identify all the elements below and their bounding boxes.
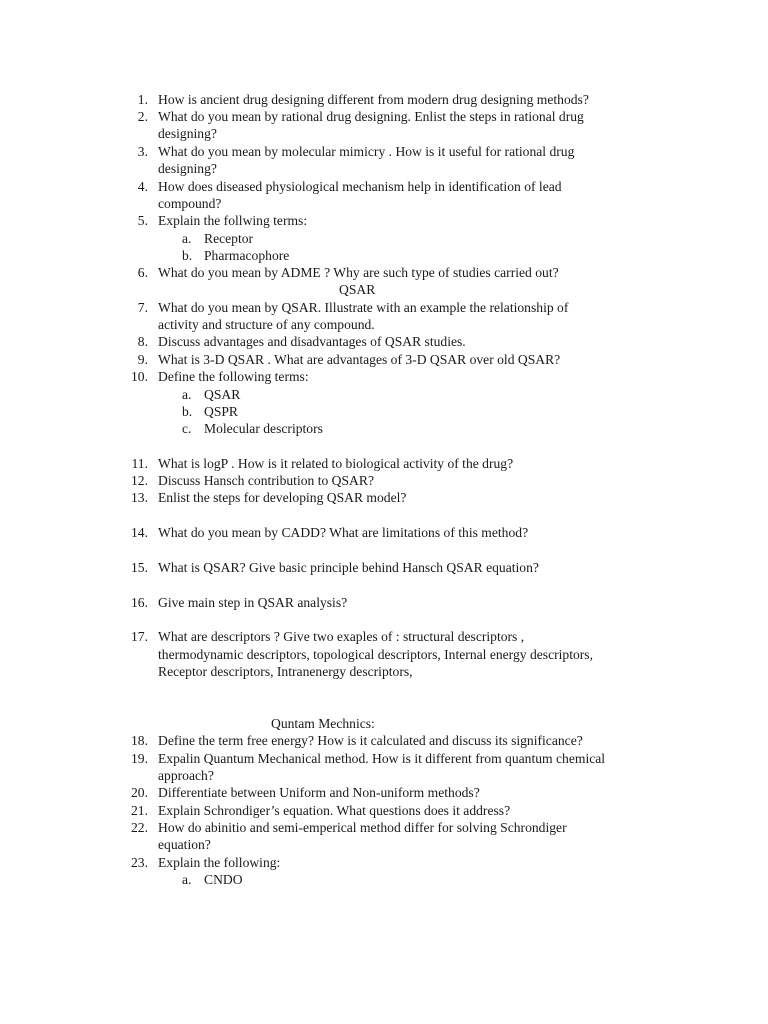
question-number: 2. [137, 109, 148, 124]
question-text: How does diseased physiological mechanism help in identification of lead [158, 179, 562, 194]
sub-item-text: CNDO [204, 872, 243, 887]
question-number: 3. [137, 144, 148, 159]
sub-item-marker: b. [182, 404, 193, 419]
question-text-continued: compound? [158, 196, 222, 211]
question-text-continued: thermodynamic descriptors, topological descriptors, Internal energy descriptors, [158, 647, 593, 662]
question-text: How is ancient drug designing different from modern drug designing methods? [158, 92, 589, 107]
question-text: Discuss Hansch contribution to QSAR? [158, 473, 374, 488]
question-text-continued: designing? [158, 161, 217, 176]
question-number: 18. [131, 733, 148, 748]
question-number: 16. [131, 595, 148, 610]
sub-item-marker: a. [182, 387, 192, 402]
question-text: Differentiate between Uniform and Non-uniform methods? [158, 785, 480, 800]
question-text-continued: designing? [158, 126, 217, 141]
question-text-continued: Receptor descriptors, Intranenergy descriptors, [158, 664, 413, 679]
question-number: 12. [131, 473, 148, 488]
sub-item-text: QSPR [204, 404, 239, 419]
question-number: 8. [137, 334, 148, 349]
question-number: 9. [137, 352, 148, 367]
question-text: What is 3-D QSAR . What are advantages of 3-D QSAR over old QSAR? [158, 352, 561, 367]
question-number: 17. [131, 629, 148, 644]
question-number: 5. [137, 213, 148, 228]
question-number: 6. [137, 265, 148, 280]
question-text: Explain the follwing terms: [158, 213, 308, 228]
question-text: What are descriptors ? Give two exaples of : structural descriptors , [158, 629, 525, 644]
question-number: 22. [131, 820, 148, 835]
question-number: 20. [131, 785, 148, 800]
question-text: Discuss advantages and disadvantages of QSAR studies. [158, 334, 466, 349]
question-text: What do you mean by ADME ? Why are such type of studies carried out? [158, 265, 559, 280]
section-heading-quantum-mechanics: Quntam Mechnics: [271, 716, 375, 731]
question-number: 19. [131, 751, 148, 766]
sub-item-text: QSAR [204, 387, 241, 402]
question-number: 15. [131, 560, 148, 575]
sub-item-text: Molecular descriptors [204, 421, 323, 436]
question-text: Explain the following: [158, 855, 281, 870]
question-number: 1. [137, 92, 148, 107]
question-number: 23. [131, 855, 148, 870]
question-text-continued: approach? [158, 768, 214, 783]
question-text-continued: equation? [158, 837, 211, 852]
section-heading-qsar: QSAR [339, 282, 376, 297]
question-text: What do you mean by molecular mimicry . How is it useful for rational drug [158, 144, 575, 159]
sub-item-text: Receptor [204, 231, 254, 246]
question-text: Expalin Quantum Mechanical method. How is it different from quantum chemical [158, 751, 606, 766]
question-text: Define the following terms: [158, 369, 309, 384]
question-text: How do abinitio and semi-emperical method differ for solving Schrondiger [158, 820, 567, 835]
question-text: Explain Schrondiger’s equation. What questions does it address? [158, 803, 511, 818]
question-number: 4. [137, 179, 148, 194]
sub-item-marker: c. [182, 421, 192, 436]
question-text: Enlist the steps for developing QSAR model? [158, 490, 407, 505]
question-number: 13. [131, 490, 148, 505]
sub-item-marker: a. [182, 872, 192, 887]
question-text: What do you mean by QSAR. Illustrate with an example the relationship of [158, 300, 569, 315]
question-text: What is logP . How is it related to biological activity of the drug? [158, 456, 514, 471]
sub-item-marker: a. [182, 231, 192, 246]
question-text: What do you mean by CADD? What are limitations of this method? [158, 525, 529, 540]
question-text: What is QSAR? Give basic principle behind Hansch QSAR equation? [158, 560, 539, 575]
sub-item-text: Pharmacophore [204, 248, 290, 263]
question-text: What do you mean by rational drug designing. Enlist the steps in rational drug [158, 109, 584, 124]
question-number: 21. [131, 803, 148, 818]
question-number: 7. [137, 300, 148, 315]
question-text-continued: activity and structure of any compound. [158, 317, 375, 332]
sub-item-marker: b. [182, 248, 193, 263]
question-number: 11. [131, 456, 148, 471]
question-text: Give main step in QSAR analysis? [158, 595, 348, 610]
question-text: Define the term free energy? How is it calculated and discuss its significance? [158, 733, 583, 748]
question-number: 14. [131, 525, 148, 540]
question-number: 10. [131, 369, 148, 384]
